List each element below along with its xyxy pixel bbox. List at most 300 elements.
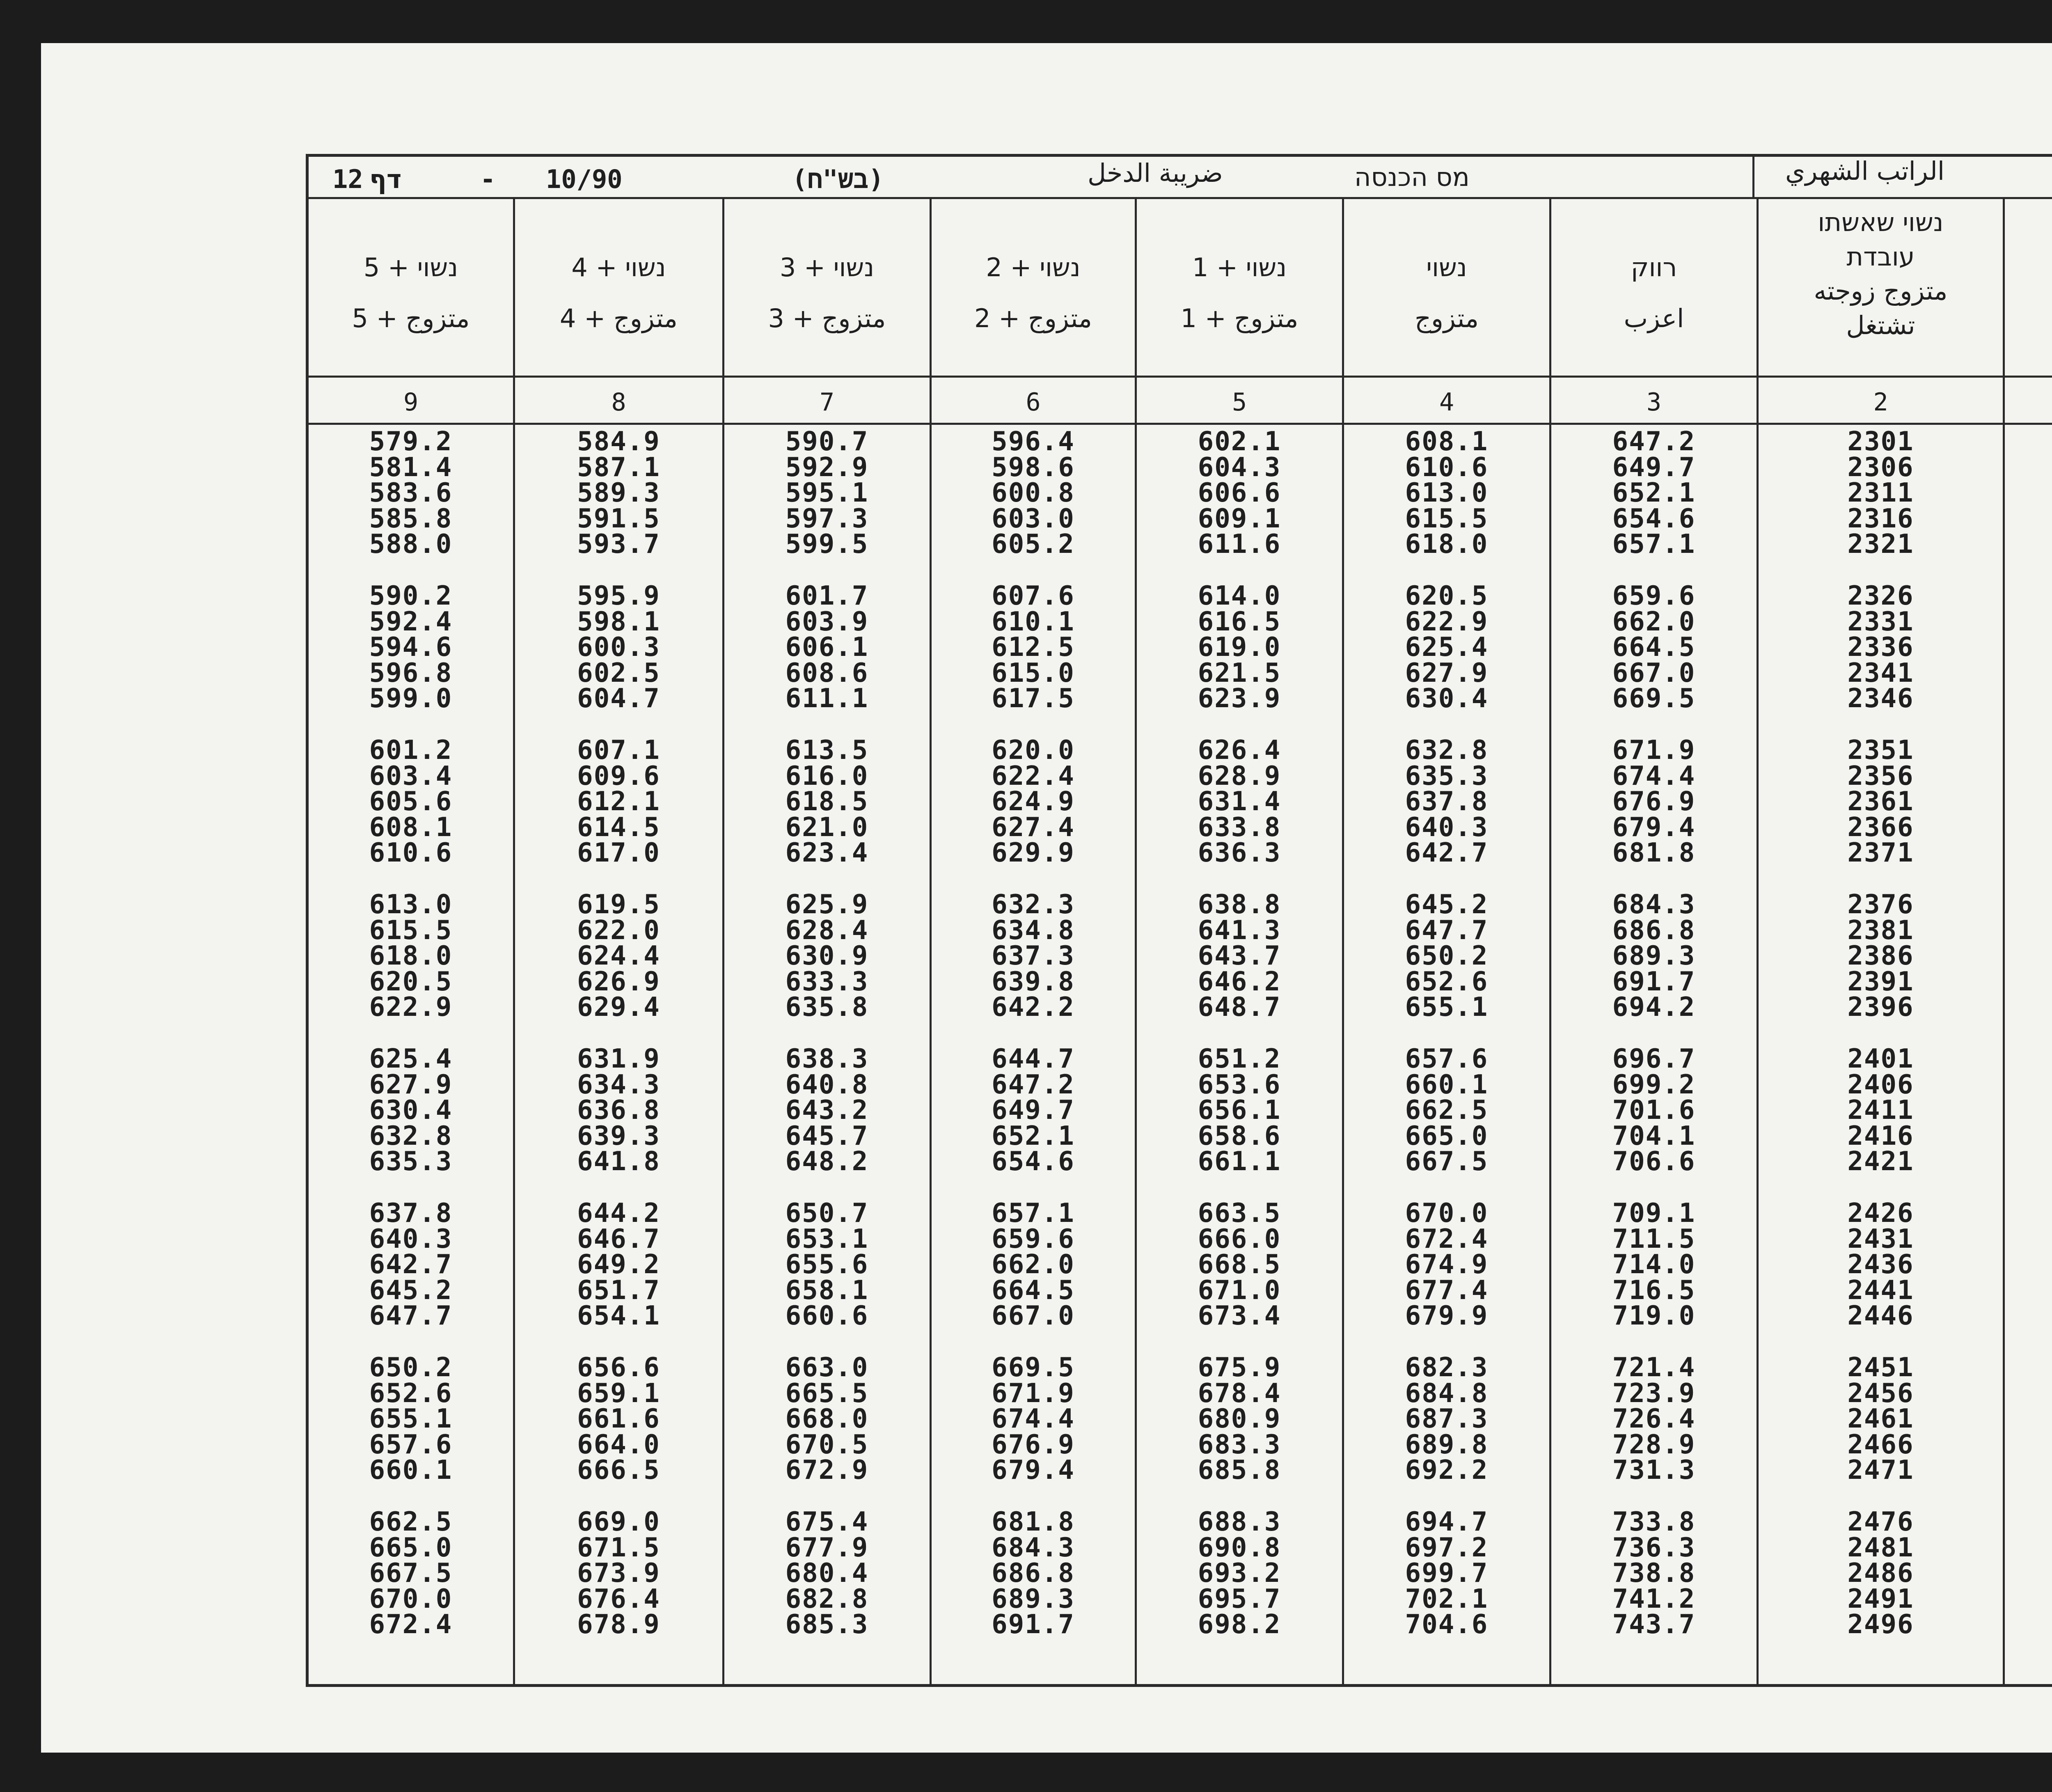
table-cell: 642.2 xyxy=(992,992,1075,1022)
table-cell: 625.9 xyxy=(785,889,869,920)
table-cell: 671.0 xyxy=(1198,1275,1281,1306)
table-cell: 679.4 xyxy=(992,1455,1075,1485)
table-cell xyxy=(2005,583,2052,609)
data-block-6-col-5 xyxy=(1137,1198,1342,1331)
table-cell: 616.5 xyxy=(1198,606,1281,637)
table-cell: 2431 xyxy=(1847,1224,1914,1254)
table-cell: 695.7 xyxy=(1198,1583,1281,1614)
table-cell: 627.4 xyxy=(992,812,1075,843)
table-cell: 704.1 xyxy=(1612,1121,1696,1151)
table-cell: 659.1 xyxy=(577,1378,660,1409)
table-cell: 2481 xyxy=(1847,1532,1914,1563)
table-cell: 627.9 xyxy=(1405,658,1489,688)
table-cell: 2406 xyxy=(1847,1069,1914,1100)
table-cell: 649.7 xyxy=(992,1095,1075,1125)
table-cell: 649.2 xyxy=(577,1249,660,1280)
table-cell xyxy=(2005,635,2052,660)
table-cell: 2461 xyxy=(1847,1404,1914,1434)
table-cell: 663.0 xyxy=(785,1352,869,1383)
data-block-2-col-6 xyxy=(932,583,1135,712)
table-cell: 736.3 xyxy=(1612,1532,1696,1563)
table-cell: 667.5 xyxy=(369,1558,453,1588)
table-cell: 633.3 xyxy=(785,966,869,997)
table-cell: 2331 xyxy=(1847,606,1914,637)
data-block-5-col-7 xyxy=(724,1046,930,1175)
column-header-7-line: נשוי + 3 xyxy=(779,252,875,282)
table-cell: 716.5 xyxy=(1612,1275,1696,1306)
table-cell: 684.8 xyxy=(1405,1378,1489,1409)
table-cell xyxy=(2005,1535,2052,1561)
data-block-7-col-8 xyxy=(515,1352,722,1485)
table-cell xyxy=(2005,1278,2052,1304)
table-cell: 675.4 xyxy=(785,1507,869,1537)
data-block-4-col-4 xyxy=(1344,889,1549,1022)
table-cell: 614.5 xyxy=(577,812,660,843)
table-cell: 674.9 xyxy=(1405,1249,1489,1280)
table-cell: 667.0 xyxy=(992,1301,1075,1331)
data-block-6-col-1 xyxy=(2005,1201,2052,1329)
table-cell: 689.8 xyxy=(1405,1429,1489,1460)
column-header-3 xyxy=(1551,242,1757,344)
table-cell: 600.3 xyxy=(577,632,660,662)
table-cell: 613.0 xyxy=(369,889,453,920)
table-cell: 630.9 xyxy=(785,941,869,971)
data-block-8-col-7 xyxy=(724,1509,930,1638)
table-cell: 691.7 xyxy=(1612,966,1696,997)
table-cell: 595.9 xyxy=(577,581,660,611)
table-cell: 633.8 xyxy=(1198,812,1281,843)
table-cell xyxy=(2005,660,2052,686)
table-cell: 675.9 xyxy=(1198,1352,1281,1383)
data-block-6-col-4 xyxy=(1344,1198,1549,1331)
table-cell: 638.8 xyxy=(1198,889,1281,920)
table-cell: 660.6 xyxy=(785,1301,869,1331)
table-cell: 678.4 xyxy=(1198,1378,1281,1409)
table-cell: 2371 xyxy=(1847,838,1914,868)
table-cell: 2366 xyxy=(1847,812,1914,843)
table-cell: 613.5 xyxy=(785,735,869,765)
column-number-5: 5 xyxy=(1232,388,1247,417)
table-cell: 652.1 xyxy=(992,1121,1075,1151)
table-cell: 636.8 xyxy=(577,1095,660,1125)
data-block-1-col-5 xyxy=(1137,426,1342,559)
table-cell xyxy=(2005,1381,2052,1407)
table-cell: 631.4 xyxy=(1198,786,1281,817)
table-cell: 657.1 xyxy=(1612,529,1696,559)
table-cell xyxy=(2005,918,2052,944)
table-cell: 646.2 xyxy=(1198,966,1281,997)
table-cell: 664.5 xyxy=(1612,632,1696,662)
table-cell: 660.1 xyxy=(369,1455,453,1485)
table-cell xyxy=(2005,815,2052,841)
table-cell: 688.3 xyxy=(1198,1507,1281,1537)
table-cell: 702.1 xyxy=(1405,1583,1489,1614)
table-cell: 2451 xyxy=(1847,1352,1914,1383)
table-cell: 2456 xyxy=(1847,1378,1914,1409)
table-cell: 711.5 xyxy=(1612,1224,1696,1254)
table-cell: 673.4 xyxy=(1198,1301,1281,1331)
table-cell: 635.8 xyxy=(785,992,869,1022)
table-cell: 611.6 xyxy=(1198,529,1281,559)
table-cell: 650.2 xyxy=(369,1352,453,1383)
title-underline xyxy=(306,197,2052,199)
table-cell: 677.4 xyxy=(1405,1275,1489,1306)
column-number-8: 8 xyxy=(611,388,626,417)
table-cell: 598.1 xyxy=(577,606,660,637)
table-cell: 610.1 xyxy=(992,606,1075,637)
table-cell xyxy=(2005,738,2052,763)
table-cell: 642.7 xyxy=(369,1249,453,1280)
data-block-5-col-3 xyxy=(1551,1046,1757,1175)
column-number-1 xyxy=(2005,388,2052,417)
column-header-7 xyxy=(724,242,930,344)
table-cell xyxy=(2005,609,2052,635)
column-header-9-line: נשוי + 5 xyxy=(363,252,458,282)
data-block-4-col-2 xyxy=(1759,889,2003,1022)
table-cell: 682.3 xyxy=(1405,1352,1489,1383)
data-block-5-col-8 xyxy=(515,1046,722,1175)
table-cell: 682.8 xyxy=(785,1583,869,1614)
data-block-6-col-6 xyxy=(932,1198,1135,1331)
table-cell: 625.4 xyxy=(1405,632,1489,662)
table-cell: 674.4 xyxy=(992,1404,1075,1434)
table-cell: 609.6 xyxy=(577,761,660,791)
data-block-6-col-8 xyxy=(515,1198,722,1331)
column-header-7-line: متزوج + 3 xyxy=(768,303,886,333)
table-cell: 677.9 xyxy=(785,1532,869,1563)
table-cell: 626.4 xyxy=(1198,735,1281,765)
data-block-4-col-6 xyxy=(932,889,1135,1022)
column-header-8-line: נשוי + 4 xyxy=(571,252,666,282)
table-cell xyxy=(2005,1406,2052,1432)
table-cell: 654.1 xyxy=(577,1301,660,1331)
table-cell: 634.3 xyxy=(577,1069,660,1100)
column-header-2-line: נשוי שאשתו xyxy=(1818,207,1944,237)
table-cell: 615.5 xyxy=(369,915,453,946)
table-cell: 678.9 xyxy=(577,1609,660,1640)
data-block-8-col-4 xyxy=(1344,1509,1549,1638)
table-cell: 630.4 xyxy=(369,1095,453,1125)
table-cell: 661.1 xyxy=(1198,1146,1281,1177)
table-cell: 656.6 xyxy=(577,1352,660,1383)
table-cell: 622.9 xyxy=(369,992,453,1022)
data-block-4-col-1 xyxy=(2005,892,2052,1020)
table-cell: 640.3 xyxy=(369,1224,453,1254)
table-cell: 2471 xyxy=(1847,1455,1914,1485)
column-header-3-line: اعزب xyxy=(1624,303,1684,333)
table-cell: 609.1 xyxy=(1198,503,1281,534)
table-cell: 632.8 xyxy=(1405,735,1489,765)
table-cell: 600.8 xyxy=(992,478,1075,508)
table-cell: 599.0 xyxy=(369,683,453,714)
column-number-6: 6 xyxy=(1026,388,1041,417)
table-cell: 655.1 xyxy=(1405,992,1489,1022)
table-cell: 604.3 xyxy=(1198,452,1281,483)
table-cell xyxy=(2005,1432,2052,1458)
table-cell: 635.3 xyxy=(1405,761,1489,791)
table-cell: 647.2 xyxy=(992,1069,1075,1100)
table-cell: 670.0 xyxy=(369,1583,453,1614)
table-cell: 631.9 xyxy=(577,1044,660,1074)
table-cell: 714.0 xyxy=(1612,1249,1696,1280)
table-cell: 686.8 xyxy=(1612,915,1696,946)
table-cell: 2361 xyxy=(1847,786,1914,817)
table-cell: 663.5 xyxy=(1198,1198,1281,1228)
table-cell: 657.1 xyxy=(992,1198,1075,1228)
table-cell: 624.9 xyxy=(992,786,1075,817)
table-cell: 647.7 xyxy=(1405,915,1489,946)
table-cell: 621.5 xyxy=(1198,658,1281,688)
table-cell: 643.2 xyxy=(785,1095,869,1125)
column-header-4 xyxy=(1344,242,1549,344)
header-bottom-line xyxy=(306,376,2052,378)
column-header-8-line: متزوج + 4 xyxy=(560,303,678,333)
table-cell: 592.9 xyxy=(785,452,869,483)
table-cell: 741.2 xyxy=(1612,1583,1696,1614)
table-cell: 620.5 xyxy=(369,966,453,997)
table-cell: 2401 xyxy=(1847,1044,1914,1074)
table-cell: 699.7 xyxy=(1405,1558,1489,1588)
table-cell xyxy=(2005,1123,2052,1149)
table-cell: 2411 xyxy=(1847,1095,1914,1125)
data-block-1-col-7 xyxy=(724,426,930,559)
table-cell: 637.8 xyxy=(1405,786,1489,817)
table-cell: 598.6 xyxy=(992,452,1075,483)
table-cell: 2426 xyxy=(1847,1198,1914,1228)
table-cell: 680.4 xyxy=(785,1558,869,1588)
table-cell xyxy=(2005,995,2052,1020)
table-cell: 676.9 xyxy=(1612,786,1696,817)
table-cell: 655.6 xyxy=(785,1249,869,1280)
table-cell: 646.7 xyxy=(577,1224,660,1254)
table-cell: 606.1 xyxy=(785,632,869,662)
table-cell: 662.5 xyxy=(1405,1095,1489,1125)
table-cell: 607.6 xyxy=(992,581,1075,611)
table-cell: 2341 xyxy=(1847,658,1914,688)
table-cell: 584.9 xyxy=(577,426,660,457)
table-cell: 662.0 xyxy=(1612,606,1696,637)
table-cell: 670.0 xyxy=(1405,1198,1489,1228)
table-cell: 672.4 xyxy=(1405,1224,1489,1254)
column-number-7: 7 xyxy=(819,388,835,417)
data-block-3-col-4 xyxy=(1344,735,1549,868)
table-cell: 606.6 xyxy=(1198,478,1281,508)
table-cell xyxy=(2005,1149,2052,1175)
column-header-6-line: متزوج + 2 xyxy=(974,303,1092,333)
table-cell xyxy=(2005,1201,2052,1226)
table-cell: 2446 xyxy=(1847,1301,1914,1331)
table-cell: 628.4 xyxy=(785,915,869,946)
table-cell: 668.0 xyxy=(785,1404,869,1434)
data-block-3-col-5 xyxy=(1137,735,1342,868)
table-cell: 596.4 xyxy=(992,426,1075,457)
page-label: דף xyxy=(369,164,402,194)
table-cell xyxy=(2005,506,2052,532)
column-number-4: 4 xyxy=(1439,388,1454,417)
table-cell: 593.7 xyxy=(577,529,660,559)
column-header-3-line: רווק xyxy=(1631,252,1677,282)
table-cell: 685.3 xyxy=(785,1609,869,1640)
table-cell: 671.9 xyxy=(1612,735,1696,765)
table-cell: 664.0 xyxy=(577,1429,660,1460)
table-cell: 721.4 xyxy=(1612,1352,1696,1383)
table-cell: 639.8 xyxy=(992,966,1075,997)
column-header-1-line xyxy=(2005,205,2052,240)
table-cell: 2416 xyxy=(1847,1121,1914,1151)
table-cell: 2386 xyxy=(1847,941,1914,971)
table-cell xyxy=(2005,1072,2052,1098)
column-header-1-line xyxy=(2005,240,2052,274)
table-cell: 662.0 xyxy=(992,1249,1075,1280)
table-cell: 635.3 xyxy=(369,1146,453,1177)
table-cell: 599.5 xyxy=(785,529,869,559)
table-cell xyxy=(2005,1226,2052,1252)
table-cell: 607.1 xyxy=(577,735,660,765)
table-cell: 587.1 xyxy=(577,452,660,483)
table-cell: 2496 xyxy=(1847,1609,1914,1640)
table-cell: 608.1 xyxy=(1405,426,1489,457)
data-block-1-col-3 xyxy=(1551,426,1757,559)
table-cell: 657.6 xyxy=(369,1429,453,1460)
table-cell: 731.3 xyxy=(1612,1455,1696,1485)
table-cell: 650.2 xyxy=(1405,941,1489,971)
table-cell: 648.7 xyxy=(1198,992,1281,1022)
table-cell: 665.0 xyxy=(369,1532,453,1563)
data-block-8-col-8 xyxy=(515,1509,722,1638)
data-block-3-col-9 xyxy=(309,735,513,868)
table-cell: 581.4 xyxy=(369,452,453,483)
table-cell: 743.7 xyxy=(1612,1609,1696,1640)
table-cell: 2351 xyxy=(1847,735,1914,765)
table-cell: 644.7 xyxy=(992,1044,1075,1074)
table-cell: 648.2 xyxy=(785,1146,869,1177)
data-block-5-col-6 xyxy=(932,1046,1135,1175)
table-cell: 2436 xyxy=(1847,1249,1914,1280)
table-cell: 719.0 xyxy=(1612,1301,1696,1331)
table-cell xyxy=(2005,1355,2052,1381)
table-cell: 669.5 xyxy=(992,1352,1075,1383)
data-block-4-col-3 xyxy=(1551,889,1757,1022)
table-cell: 2311 xyxy=(1847,478,1914,508)
table-cell: 651.7 xyxy=(577,1275,660,1306)
table-cell: 622.9 xyxy=(1405,606,1489,637)
table-cell: 2306 xyxy=(1847,452,1914,483)
table-cell: 603.9 xyxy=(785,606,869,637)
column-header-2-line: متزوج زوجته xyxy=(1814,276,1948,306)
column-number-9: 9 xyxy=(403,388,419,417)
data-block-3-col-7 xyxy=(724,735,930,868)
table-cell: 2421 xyxy=(1847,1146,1914,1177)
table-cell xyxy=(2005,789,2052,815)
table-cell: 613.0 xyxy=(1405,478,1489,508)
data-block-7-col-4 xyxy=(1344,1352,1549,1485)
table-cell: 647.2 xyxy=(1612,426,1696,457)
table-cell: 2476 xyxy=(1847,1507,1914,1537)
tax-arabic: ضريبة الدخل xyxy=(1088,158,1223,188)
table-cell: 640.8 xyxy=(785,1069,869,1100)
table-cell xyxy=(2005,480,2052,506)
table-cell: 605.2 xyxy=(992,529,1075,559)
table-cell: 639.3 xyxy=(577,1121,660,1151)
data-block-1-col-8 xyxy=(515,426,722,559)
table-cell xyxy=(2005,1509,2052,1535)
table-cell: 676.9 xyxy=(992,1429,1075,1460)
column-header-2 xyxy=(1759,205,2003,343)
table-cell: 654.6 xyxy=(992,1146,1075,1177)
table-cell: 596.8 xyxy=(369,658,453,688)
table-cell: 2336 xyxy=(1847,632,1914,662)
table-cell xyxy=(2005,1252,2052,1278)
table-cell: 608.1 xyxy=(369,812,453,843)
table-cell: 679.4 xyxy=(1612,812,1696,843)
table-cell: 656.1 xyxy=(1198,1095,1281,1125)
data-block-8-col-1 xyxy=(2005,1509,2052,1638)
table-cell: 632.3 xyxy=(992,889,1075,920)
data-block-4-col-9 xyxy=(309,889,513,1022)
table-cell: 601.7 xyxy=(785,581,869,611)
table-cell xyxy=(2005,1046,2052,1072)
table-cell: 738.8 xyxy=(1612,1558,1696,1588)
column-header-5 xyxy=(1137,242,1342,344)
table-cell: 659.6 xyxy=(992,1224,1075,1254)
table-cell: 629.9 xyxy=(992,838,1075,868)
table-cell: 659.6 xyxy=(1612,581,1696,611)
table-cell: 2301 xyxy=(1847,426,1914,457)
table-cell: 706.6 xyxy=(1612,1146,1696,1177)
table-cell: 630.4 xyxy=(1405,683,1489,714)
table-cell: 664.5 xyxy=(992,1275,1075,1306)
table-cell: 589.3 xyxy=(577,478,660,508)
table-cell: 658.1 xyxy=(785,1275,869,1306)
table-cell: 723.9 xyxy=(1612,1378,1696,1409)
table-cell: 605.6 xyxy=(369,786,453,817)
table-cell: 610.6 xyxy=(1405,452,1489,483)
table-cell: 623.9 xyxy=(1198,683,1281,714)
table-cell: 704.6 xyxy=(1405,1609,1489,1640)
table-cell xyxy=(2005,763,2052,789)
colnum-bottom-line xyxy=(306,423,2052,425)
table-cell: 623.4 xyxy=(785,838,869,868)
table-cell: 643.7 xyxy=(1198,941,1281,971)
table-cell: 652.6 xyxy=(1405,966,1489,997)
table-cell: 655.1 xyxy=(369,1404,453,1434)
column-header-2-line: עובדת xyxy=(1846,241,1915,272)
table-cell: 665.5 xyxy=(785,1378,869,1409)
table-cell xyxy=(2005,1586,2052,1612)
table-cell xyxy=(2005,1457,2052,1483)
table-cell: 699.2 xyxy=(1612,1069,1696,1100)
table-cell: 610.6 xyxy=(369,838,453,868)
tax-hebrew: מס הכנסה xyxy=(1354,162,1470,192)
table-cell: 2441 xyxy=(1847,1275,1914,1306)
date-separator: - xyxy=(480,164,496,194)
data-block-1-col-6 xyxy=(932,426,1135,559)
table-cell: 709.1 xyxy=(1612,1198,1696,1228)
table-cell xyxy=(2005,429,2052,455)
table-cell: 615.0 xyxy=(992,658,1075,688)
column-header-1-line xyxy=(2005,308,2052,343)
data-block-1-col-2 xyxy=(1759,426,2003,559)
data-block-4-col-7 xyxy=(724,889,930,1022)
column-header-1 xyxy=(2005,205,2052,343)
table-cell: 645.7 xyxy=(785,1121,869,1151)
table-cell: 701.6 xyxy=(1612,1095,1696,1125)
table-cell: 637.8 xyxy=(369,1198,453,1228)
data-block-2-col-3 xyxy=(1551,583,1757,712)
column-header-4-line: متزوج xyxy=(1414,303,1479,333)
table-cell: 645.2 xyxy=(369,1275,453,1306)
table-cell: 661.6 xyxy=(577,1404,660,1434)
